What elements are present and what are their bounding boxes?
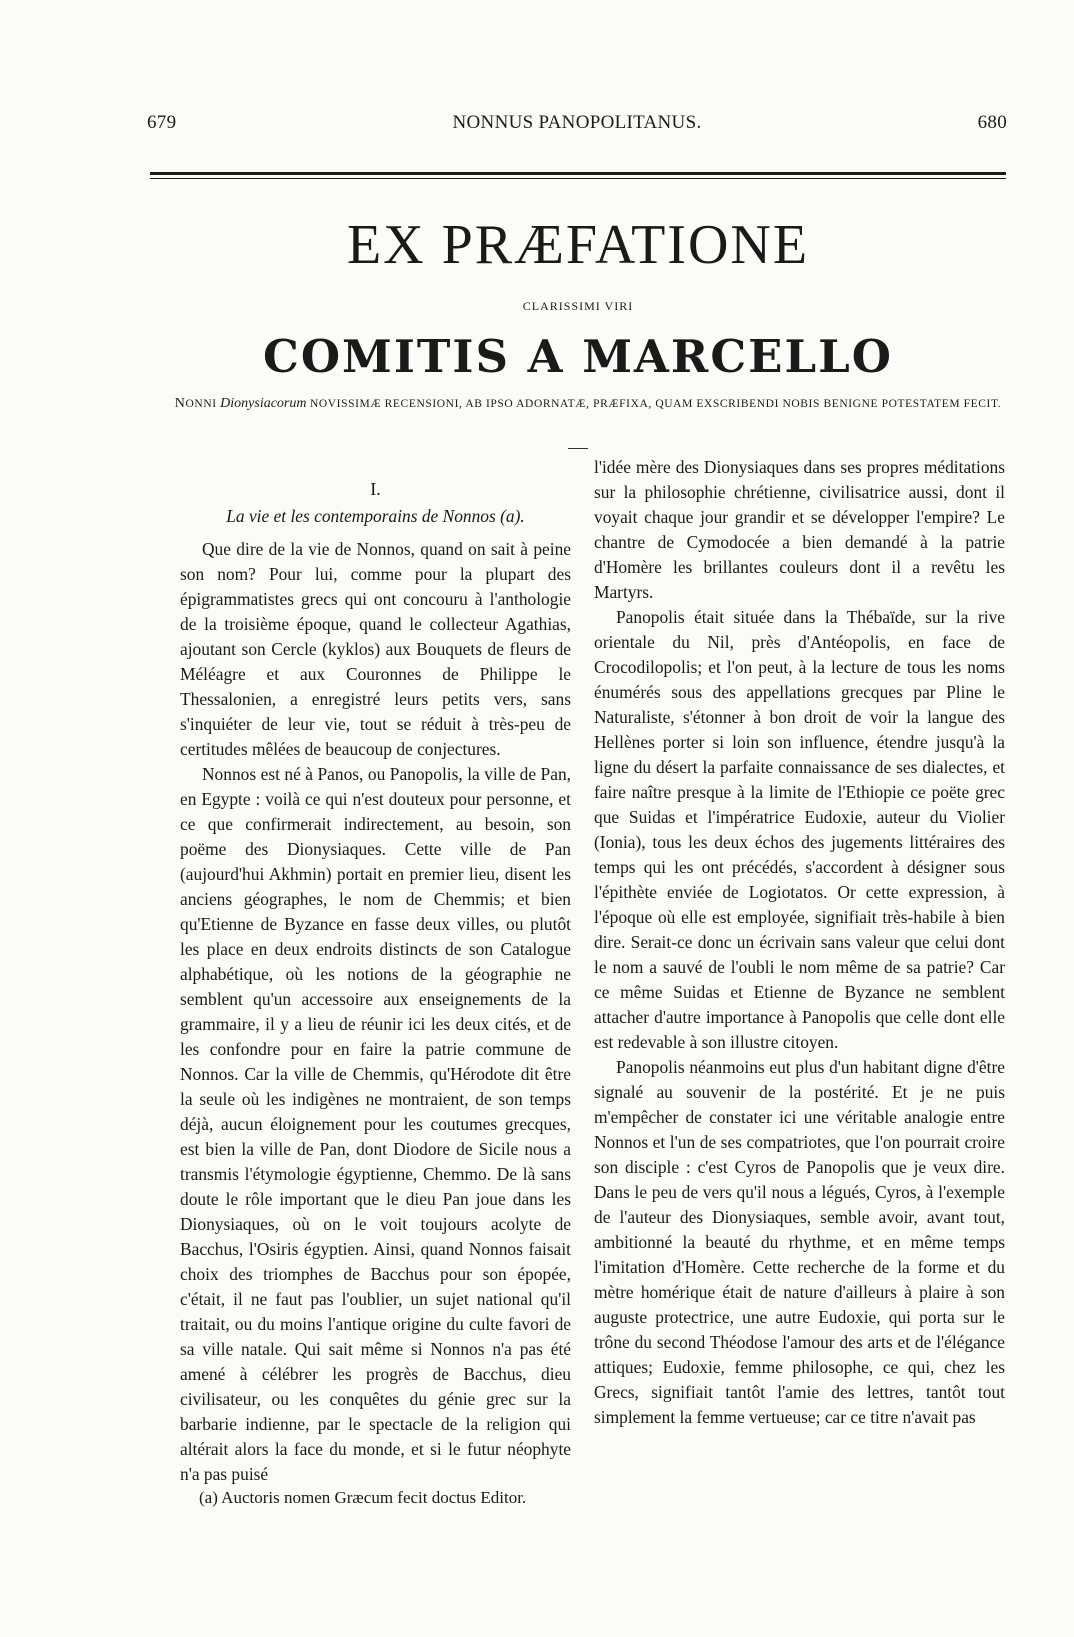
section-title: La vie et les contemporains de Nonnos (a). xyxy=(226,506,525,526)
footnote: (a) Auctoris nomen Græcum fecit doctus Editor. xyxy=(199,1488,527,1507)
paragraph: Nonnos est né à Panos, ou Panopolis, la ville de Pan, en Egypte : voilà ce qui n'est douteux pour personne, et ce que confirmerait indirectement, au besoin, son poëme des Dionysiaques. Cette ville de Pan (aujourd'hui Akhmin) portait en premier lieu, disent les anciens géographes, le nom de Chemmis; et bien qu'Etienne de Byzance en fasse deux villes, ou plutôt les place en deux endroits distincts de son Catalogue alphabétique, où les notions de la géographie ne semblent qu'un accessoire aux enseignements de la grammaire, il y a lieu de réunir ici les deux cités, et de les confondre pour en faire la patrie commune de Nonnos. Car la ville de Chemmis, qu'Hérodote dit être la seule où les indigènes ne montraient, de son temps déjà, aucun éloignement pour les coutumes grecques, est bien la ville de Pan, dont Diodore de Sicile nous a transmis l'étymologie égyptienne, Chemmo. De là sans doute le rôle important que le dieu Pan joue dans les Dionysiaques, où on le voit toujours acolyte de Bacchus, l'Osiris égyptien. Ainsi, quand Nonnos faisait choix des triomphes de Bacchus pour son épopée, c'était, il ne faut pas l'oublier, un sujet national qu'il traitait, ou du moins l'antique origine du culte favori de sa ville natale. Qui sait même si Nonnos n'a pas été amené à célébrer les progrès de Bacchus, dieu civilisateur, ou les conquêtes du génie grec sur la barbarie indienne, par le spectacle de la religion qui altérait alors la face du monde, et si le futur néophyte n'a pas puisé xyxy=(180,764,571,1484)
paragraph: Que dire de la vie de Nonnos, quand on sait à peine son nom? Pour lui, comme pour la plupart des épigrammatistes grecs qui ont concouru à l'anthologie de la troisième époque, quand le collecteur Agathias, ajoutant son Cercle (kyklos) aux Bouquets de fleurs de Méléagre et aux Couronnes de Philippe le Thessalonien, a enregistré leurs petits vers, sans s'inquiéter de leur vie, tout se réduit à très-peu de certitudes mêlées de beaucoup de conjectures. xyxy=(180,539,571,759)
paragraph: Panopolis était située dans la Thébaïde, sur la rive orientale du Nil, près d'Antéopolis, en face de Crocodilopolis; et l'on peut, à la lecture de tous les noms énumérés sous des appellations grecques par Pline le Naturaliste, s'étonner à bon droit de voir la langue des Hellènes porter si loin son influence, étendre jusqu'à la ligne du désert la parfaite connaissance de ses dialectes, et faire naître presque à la limite de l'Ethiopie ce poëte grec que Suidas et l'impératrice Eudoxie, auteur du Violier (Ionia), tous les deux échos des jugements littéraires des temps qui les ont précédés, s'accordent à désigner sous l'épithète enviée de Logiotatos. Or cette expression, à l'époque où elle est employée, signifiait très-habile à bien dire. Serait-ce donc un écrivain sans valeur que celui dont le nom a sauvé de l'oubli le nom même de sa patrie? Car ce même Suidas et Etienne de Byzance ne semblent attacher d'autre importance à Panopolis que celle dont elle est redevable à son illustre citoyen. xyxy=(594,607,1005,1052)
section-number: I. xyxy=(370,479,381,499)
header-rule-thick xyxy=(150,172,1006,175)
main-title: EX PRÆFATIONE xyxy=(346,214,810,276)
header-rule-thin xyxy=(150,178,1006,179)
separator-dash xyxy=(568,448,588,449)
running-title: NONNUS PANOPOLITANUS. xyxy=(452,112,702,133)
dedication-initial: N xyxy=(174,396,186,411)
paragraph: l'idée mère des Dionysiaques dans ses propres méditations sur la philosophie chrétienne, civilisatrice aussi, dont il voyait chaque jour grandir et se développer l'empire? Le chantre de Cymodocée a bien demandé à la patrie d'Homère les brillantes couleurs dont il a revêtu les Martyrs. xyxy=(594,457,1005,602)
page-number-left: 679 xyxy=(147,112,177,133)
dedication-word: ONNI xyxy=(185,398,217,410)
author-name-heading: COMITIS A MARCELLO xyxy=(263,330,893,383)
paragraph: Panopolis néanmoins eut plus d'un habitant digne d'être signalé au souvenir de la postérité. Et je ne puis m'empêcher de constater ici une véritable analogie entre Nonnos et l'un de ses compatriotes, que l'on pourrait croire son disciple : c'est Cyros de Panopolis que je veux dire. Dans le peu de vers qu'il nous a légués, Cyros, à l'exemple de l'auteur des Dionysiaques, semble avoir, avant tout, ambitionné la beauté du rhythme, et en même temps l'imitation d'Homère. Cette recherche de la forme et du mètre homérique était de nature d'ailleurs à plaire à son auguste protectrice, une autre Eudoxie, qui porta sur le trône du second Théodose l'amour des arts et de l'élégance attiques; Eudoxie, femme philosophe, ce qui, chez les Grecs, signifiait tantôt l'amie des lettres, tantôt tout simplement la femme vertueuse; car ce titre n'avait pas xyxy=(594,1057,1005,1427)
page-number-right: 680 xyxy=(977,112,1007,133)
subtitle-small: CLARISSIMI VIRI xyxy=(522,299,634,313)
left-column xyxy=(180,455,571,1487)
dedication-italic: Dionysiacorum xyxy=(220,396,307,411)
running-header xyxy=(147,112,1007,142)
right-column xyxy=(594,455,1005,1430)
dedication-rest: NOVISSIMÆ RECENSIONI, AB IPSO ADORNATÆ, PRÆFIXA, QUAM EXSCRIBENDI NOBIS BENIGNE POTESTATEM FECIT. xyxy=(309,398,1002,410)
dedication-line xyxy=(171,394,1005,414)
